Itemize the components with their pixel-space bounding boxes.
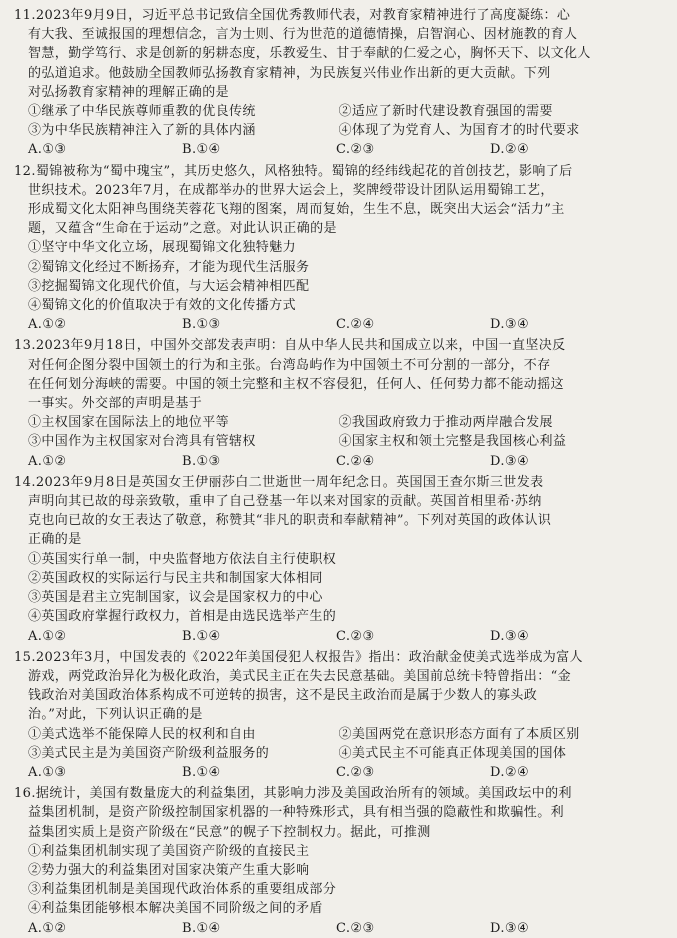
stem-line: 克也向已故的女王表达了敬意，称赞其“非凡的职责和奉献精神”。下列对英国的政体认识 [28, 513, 552, 529]
stem-line: 12.蜀锦被称为“蜀中瑰宝”，其历史悠久，风格独特。蜀锦的经纬线起花的首创技艺，影响了后 [14, 163, 573, 179]
stem-line: 对任何企图分裂中国领土的行为和主张。台湾岛屿作为中国领土不可分割的一部分，不存 [28, 357, 551, 373]
question-13 [14, 336, 649, 470]
statement-item: ④体现了为党育人、为国育才的时代要求 [338, 123, 580, 139]
statement-item: ①主权国家在国际法上的地位平等 [28, 415, 230, 431]
answer-choices [14, 140, 649, 159]
stem-line: 形成蜀文化太阳神鸟围绕芙蓉花飞翔的图案，周而复始，生生不息，既突出大运会“活力”主 [28, 202, 565, 218]
choice-c[interactable]: C.②④ [336, 453, 375, 469]
statement-list [14, 842, 649, 919]
stem-line: 13.2023年9月18日，中国外交部发表声明：自从中华人民共和国成立以来，中国一直坚决反 [14, 338, 566, 354]
statement-item: ④蜀锦文化的价值取决于有效的文化传播方式 [28, 298, 297, 314]
choice-c[interactable]: C.②③ [336, 142, 375, 158]
choice-c[interactable]: C.②④ [336, 317, 375, 333]
statement-list [14, 413, 649, 451]
choice-c[interactable]: C.②③ [336, 764, 375, 780]
choice-d[interactable]: D.③④ [490, 920, 530, 936]
stem-line: 有大我、至诚报国的理想信念，言为士则、行为世范的道德情操，启智润心、因材施教的育人 [28, 27, 578, 43]
statement-item: ③挖掘蜀锦文化现代价值，与大运会精神相匹配 [28, 278, 310, 294]
stem-line: 钱政治对美国政治体系构成不可逆转的损害，这不是民主政治而是属于少数人的寡头政 [28, 688, 538, 704]
statement-item: ③中国作为主权国家对台湾具有管辖权 [28, 434, 256, 450]
choice-c[interactable]: C.②③ [336, 628, 375, 644]
stem-line: 一事实。外交部的声明是基于 [28, 396, 203, 412]
statement-item: ①美式选举不能保障人民的权利和自由 [28, 726, 256, 742]
statement-item: ①英国实行单一制，中央监督地方依法自主行使职权 [28, 551, 337, 567]
choice-b[interactable]: B.①③ [182, 453, 221, 469]
answer-choices [14, 919, 649, 938]
question-stem [14, 6, 649, 102]
question-15 [14, 648, 649, 782]
choice-a[interactable]: A.①② [28, 628, 67, 644]
choice-b[interactable]: B.①④ [182, 920, 221, 936]
statement-item: ③英国是君主立宪制国家，议会是国家权力的中心 [28, 590, 323, 606]
answer-choices [14, 763, 649, 782]
statement-item: ②蜀锦文化经过不断扬弃，才能为现代生活服务 [28, 259, 310, 275]
statement-item: ②美国两党在意识形态方面有了本质区别 [338, 726, 580, 742]
stem-line: 16.据统计，美国有数量庞大的利益集团，其影响力涉及美国政治所有的领域。美国政坛中的利 [14, 786, 572, 802]
statement-item: ②我国政府致力于推动两岸融合发展 [338, 415, 553, 431]
statement-item: ③美式民主是为美国资产阶级利益服务的 [28, 745, 270, 761]
stem-line: 游戏，两党政治异化为极化政治，美式民主正在失去民意基础。美国前总统卡特曾指出：“金 [28, 668, 572, 684]
question-stem [14, 473, 649, 550]
statement-item: ④英国政府掌握行政权力，首相是由选民选举产生的 [28, 609, 337, 625]
stem-line: 对弘扬教育家精神的理解正确的是 [28, 84, 230, 100]
question-12 [14, 162, 649, 335]
choice-c[interactable]: C.②③ [336, 920, 375, 936]
choice-d[interactable]: D.③④ [490, 453, 530, 469]
statement-item: ①利益集团机制实现了美国资产阶级的直接民主 [28, 843, 310, 859]
question-stem [14, 336, 649, 413]
statement-item: ②势力强大的利益集团对国家决策产生重大影响 [28, 862, 310, 878]
choice-a[interactable]: A.①③ [28, 142, 67, 158]
choice-b[interactable]: B.①③ [182, 317, 221, 333]
choice-a[interactable]: A.①② [28, 920, 67, 936]
stem-line: 益集团机制，是资产阶级控制国家机器的一种特殊形式，具有相当强的隐蔽性和欺骗性。利 [28, 805, 565, 821]
stem-line: 14.2023年9月8日是英国女王伊丽莎白二世逝世一周年纪念日。英国国王查尔斯三世发表 [14, 474, 544, 490]
stem-line: 治。”对此，下列认识正确的是 [28, 707, 203, 723]
question-14 [14, 473, 649, 646]
question-stem [14, 162, 649, 239]
choice-a[interactable]: A.①② [28, 317, 67, 333]
choice-d[interactable]: D.③④ [490, 317, 530, 333]
stem-line: 11.2023年9月9日，习近平总书记致信全国优秀教师代表，对教育家精神进行了高度凝练：心 [14, 8, 571, 23]
statement-list [14, 550, 649, 627]
stem-line: 的弘道追求。他鼓励全国教师弘扬教育家精神，为民族复兴伟业作出新的更大贡献。下列 [28, 65, 551, 81]
statement-list [14, 102, 649, 140]
choice-b[interactable]: B.①④ [182, 142, 221, 158]
question-11 [14, 6, 649, 160]
choice-a[interactable]: A.①② [28, 453, 67, 469]
statement-item: ②适应了新时代建设教育强国的需要 [338, 104, 553, 120]
question-stem [14, 648, 649, 725]
stem-line: 世织技术。2023年7月，在成都举办的世界大运会上，奖牌绶带设计团队运用蜀锦工艺， [28, 182, 554, 198]
choice-b[interactable]: B.①④ [182, 764, 221, 780]
stem-line: 题，又蕴含“生命在于运动”之意。对此认识正确的是 [28, 221, 337, 237]
answer-choices [14, 315, 649, 334]
question-16 [14, 784, 649, 938]
statement-list [14, 238, 649, 315]
statement-item: ②英国政权的实际运行与民主共和制国家大体相同 [28, 570, 323, 586]
statement-item: ③为中华民族精神注入了新的具体内涵 [28, 123, 256, 139]
answer-choices [14, 627, 649, 646]
statement-list [14, 725, 649, 763]
stem-line: 智慧，勤学笃行、求是创新的躬耕态度，乐教爱生、甘于奉献的仁爱之心，胸怀天下、以文化人 [28, 46, 591, 62]
stem-line: 正确的是 [28, 532, 82, 548]
statement-item: ①坚守中华文化立场，展现蜀锦文化独特魅力 [28, 240, 297, 256]
statement-item: ④国家主权和领土完整是我国核心利益 [338, 434, 567, 450]
statement-item: ④美式民主不可能真正体现美国的国体 [338, 745, 567, 761]
choice-a[interactable]: A.①③ [28, 764, 67, 780]
stem-line: 声明向其已故的母亲致敬，重申了自己登基一年以来对国家的贡献。英国首相里希·苏纳 [28, 494, 542, 510]
choice-b[interactable]: B.①④ [182, 628, 221, 644]
statement-item: ③利益集团机制是美国现代政治体系的重要组成部分 [28, 882, 337, 898]
stem-line: 在任何划分海峡的需要。中国的领土完整和主权不容侵犯，任何人、任何势力都不能动摇这 [28, 376, 565, 392]
choice-d[interactable]: D.③④ [490, 628, 530, 644]
stem-line: 益集团实质上是资产阶级在“民意”的幌子下控制权力。据此，可推测 [28, 824, 431, 840]
question-stem [14, 784, 649, 842]
answer-choices [14, 452, 649, 471]
choice-d[interactable]: D.②④ [490, 764, 530, 780]
choice-d[interactable]: D.②④ [490, 142, 530, 158]
statement-item: ④利益集团能够根本解决美国不同阶级之间的矛盾 [28, 901, 323, 917]
stem-line: 15.2023年3月，中国发表的《2022年美国侵犯人权报告》指出：政治献金使美式选举成为富人 [14, 649, 583, 665]
statement-item: ①继承了中华民族尊师重教的优良传统 [28, 104, 256, 120]
